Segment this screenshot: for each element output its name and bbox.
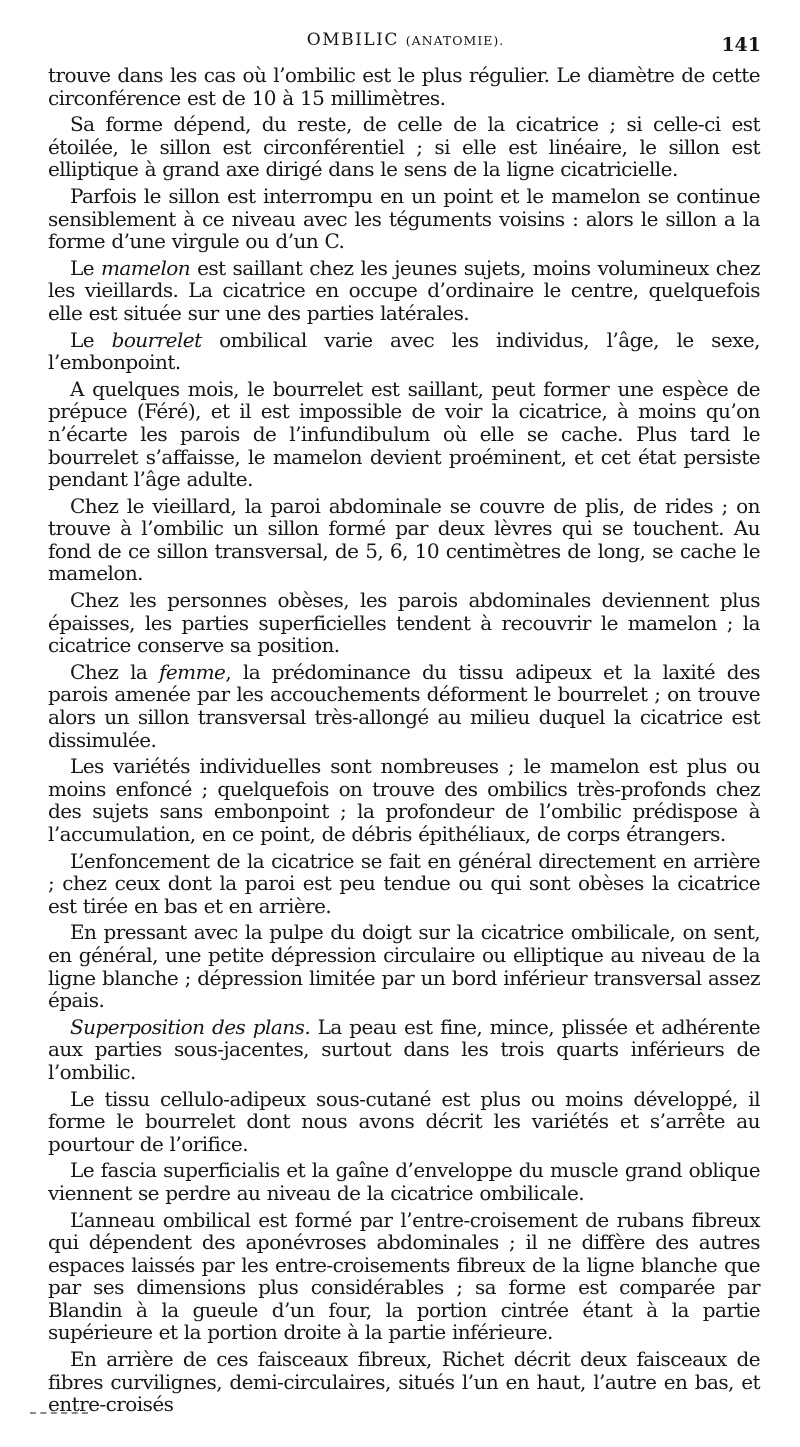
running-title (48, 30, 763, 50)
paragraph-adipose-tissue: Le tissu cellulo-adipeux sous-cutané est plus ou moins développé, il forme le bourrelet dont nous avons décrit les variétés et s’arrête au pourtour de l’orifice. (48, 1086, 760, 1156)
paragraph-palpation: En pressant avec la pulpe du doigt sur la cicatrice ombilicale, on sent, en général, une petite dépression circulaire ou elliptique au niveau de la ligne blanche ; dépression limitée par un bord inférieur transversal assez épais. (48, 920, 760, 1013)
paragraph-infant: A quelques mois, le bourrelet est saillant, peut former une espèce de prépuce (Féré), et il est impossible de voir la cicatrice, à moins qu’on n’écarte les parois de l’infundibulum où elle se cache. Plus tard le bourrelet s’affaisse, le mamelon devient proéminent, et cet état persiste pendant l’âge adulte. (48, 376, 760, 492)
footer-rule (30, 1412, 88, 1414)
paragraph-superposition (48, 1016, 760, 1084)
paragraph-interrupted-sillon: Parfois le sillon est interrompu en un point et le mamelon se continue sensiblement à ce niveau avec les téguments voisins : alors le sillon a la forme d’une virgule ou d’un C. (48, 183, 760, 254)
paragraph-depression: L’enfoncement de la cicatrice se fait en général directement en arrière ; chez ceux dont la paroi est peu tendue ou qui sont obèses la cicatrice est tirée en bas et en arrière. (48, 848, 760, 918)
text-run: ombilical varie avec les individus, l’âge, le sexe, l’embonpoint. (48, 327, 760, 375)
paragraph-mamelon (48, 257, 760, 325)
paragraph-varieties: Les variétés individuelles sont nombreuses ; le mamelon est plus ou moins enfoncé ; quelquefois on trouve des ombilics très-profonds chez des sujets sans embonpoint ; la profondeur de l’ombilic prédispose à l’accumulation, en ce point, de débris épithéliaux, de corps étrangers. (48, 754, 760, 846)
paragraph-obese: Chez les personnes obèses, les parois abdominales deviennent plus épaisses, les parties superficielles tendent à recouvrir le mamelon ; la cicatrice conserve sa position. (48, 588, 760, 658)
text-run: , la prédominance du tissu adipeux et la laxité des parois amenée par les accouchements déforment le bourrelet ; on trouve alors un sillon transversal très-allongé au milieu duquel la cicatrice est dissimulée. (48, 659, 760, 752)
body-text (48, 64, 760, 1420)
italic-term: mamelon (100, 255, 191, 280)
text-run: est saillant chez les jeunes sujets, moins volumineux chez les vieillards. La cicatrice en occupe d’ordinaire le centre, quelquefois elle est située sur une des parties latérales. (48, 255, 761, 325)
paragraph-bourrelet (48, 329, 760, 374)
paragraph-continued: trouve dans les cas où l’ombilic est le plus régulier. Le diamètre de cette circonférence est de 10 à 15 millimètres. (48, 63, 760, 110)
paragraph-fascia: Le fascia superficialis et la gaîne d’enveloppe du muscle grand oblique viennent se perdre au niveau de la cicatrice ombilicale. (48, 1158, 760, 1205)
header-title: OMBILIC (306, 30, 399, 50)
paragraph-shape: Sa forme dépend, du reste, de celle de la cicatrice ; si celle-ci est étoilée, le sillon est circonférentiel ; si elle est linéaire, le sillon est elliptique à grand axe dirigé dans le sens de la ligne cicatricielle. (48, 112, 760, 182)
paragraph-richet: En arrière de ces faisceaux fibreux, Richet décrit deux faisceaux de fibres curvilignes, demi-circulaires, situés l’un en haut, l’autre en bas, et entre-croisés (48, 1347, 760, 1417)
italic-heading: Superposition des plans. (70, 1014, 311, 1039)
text-run: Chez la (70, 659, 160, 684)
page-number: 141 (721, 34, 761, 56)
paragraph-umbilical-ring: L’anneau ombilical est formé par l’entre-croisement de rubans fibreux qui dépendent des aponévroses abdominales ; il ne diffère des autres espaces laissés par les entre-croisements fibreux de la ligne blanche que par ses dimensions plus considérables ; sa forme est comparée par Blandin à la gueule d’un four, la portion cintrée étant à la partie supérieure et la portion droite à la partie inférieure. (48, 1207, 760, 1345)
text-run: La peau est fine, mince, plissée et adhérente aux parties sous-jacentes, surtout dans les trois quarts inférieurs de l’ombilic. (48, 1014, 760, 1084)
paragraph-woman (48, 661, 760, 751)
text-run: Le (70, 255, 101, 280)
text-run: Le (70, 327, 112, 352)
running-header (48, 30, 763, 64)
header-subtitle: (ANATOMIE). (405, 33, 505, 48)
paragraph-elderly: Chez le vieillard, la paroi abdominale se couvre de plis, de rides ; on trouve à l’ombilic un sillon formé par deux lèvres qui se touchent. Au fond de ce sillon transversal, de 5, 6, 10 centimètres de long, se cache le mamelon. (48, 493, 760, 586)
italic-term: femme (159, 659, 226, 684)
italic-term: bourrelet (111, 327, 202, 352)
